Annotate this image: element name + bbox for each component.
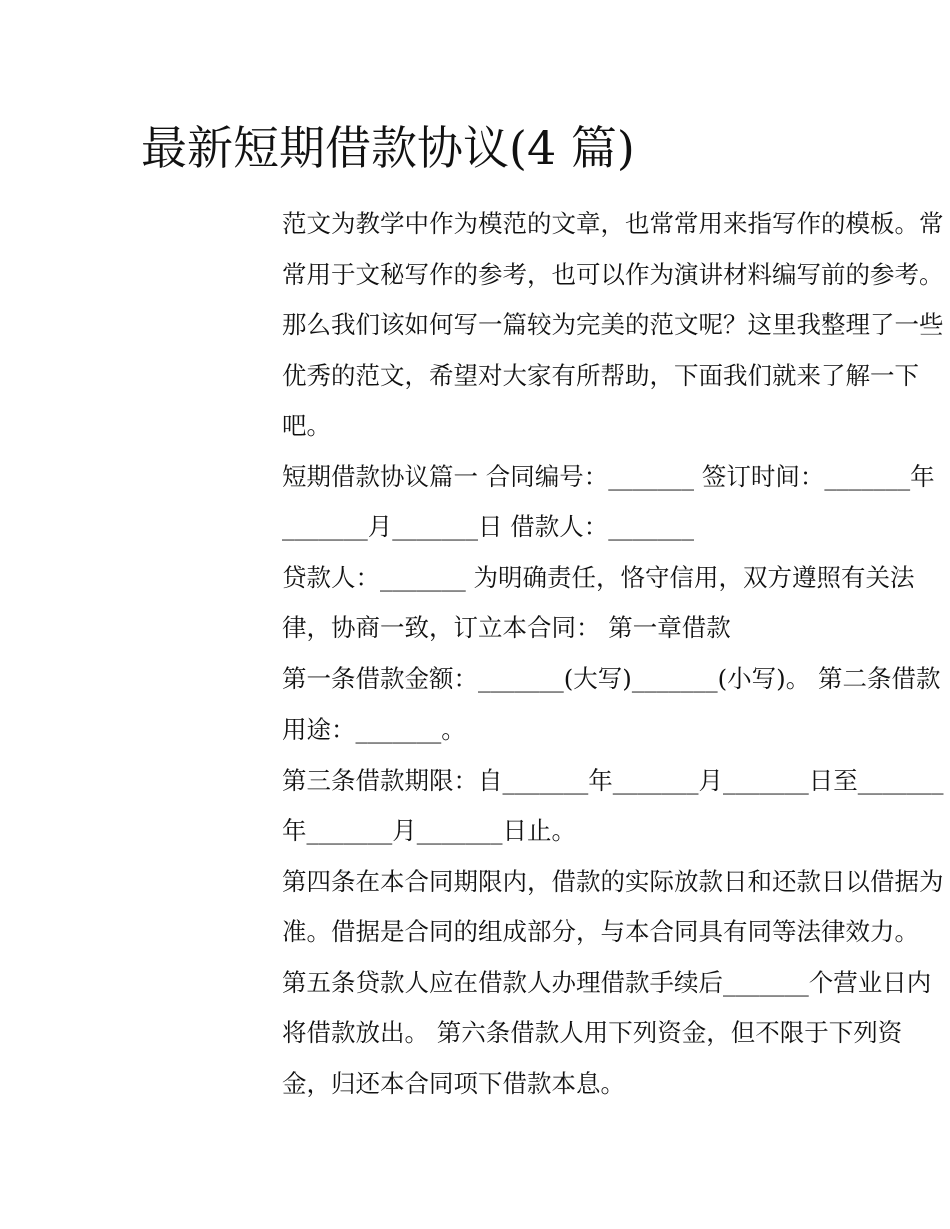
- body-line: 金，归还本合同项下借款本息。: [282, 1069, 625, 1098]
- body-line: 范文为教学中作为模范的文章，也常常用来指写作的模板。常: [282, 209, 944, 238]
- body-line: _______月_______日 借款人：_______: [282, 512, 695, 541]
- body-line: 那么我们该如何写一篇较为完美的范文呢？这里我整理了一些: [282, 310, 944, 339]
- body-line: 用途：_______。: [282, 715, 466, 744]
- body-line: 第三条借款期限：自_______年_______月_______日至_______: [282, 766, 944, 795]
- body-line: 第四条在本合同期限内，借款的实际放款日和还款日以借据为: [282, 867, 944, 896]
- body-line: 准。借据是合同的组成部分，与本合同具有同等法律效力。: [282, 917, 919, 946]
- body-line: 贷款人：_______ 为明确责任，恪守信用，双方遵照有关法: [282, 563, 915, 592]
- body-line: 第五条贷款人应在借款人办理借款手续后_______个营业日内: [282, 968, 932, 997]
- document-title: 最新短期借款协议(4 篇): [141, 121, 635, 175]
- body-line: 第一条借款金额：_______(大写)_______(小写)。 第二条借款: [282, 664, 941, 693]
- body-line: 优秀的范文，希望对大家有所帮助，下面我们就来了解一下: [282, 361, 919, 390]
- body-line: 短期借款协议篇一 合同编号：_______ 签订时间：_______年: [282, 462, 935, 491]
- body-line: 吧。: [282, 411, 331, 440]
- body-line: 常用于文秘写作的参考，也可以作为演讲材料编写前的参考。: [282, 260, 944, 289]
- body-line: 将借款放出。 第六条借款人用下列资金，但不限于下列资: [282, 1018, 903, 1047]
- body-line: 年_______月_______日止。: [282, 816, 576, 845]
- body-line: 律，协商一致，订立本合同： 第一章借款: [282, 613, 731, 642]
